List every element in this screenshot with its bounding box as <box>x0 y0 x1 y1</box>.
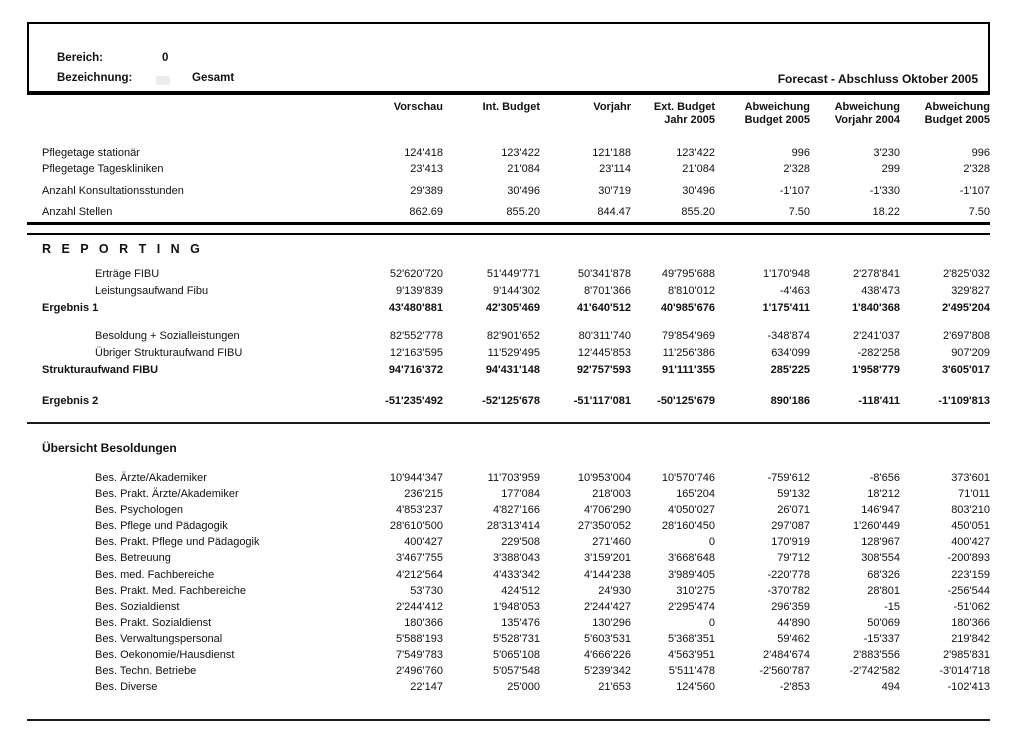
table-row <box>27 486 990 502</box>
cell-value: -1'107 <box>779 185 810 197</box>
cell-value: 28'313'414 <box>486 520 540 533</box>
cell-value: 4'666'226 <box>583 649 631 662</box>
row-label: Bes. Diverse <box>95 681 158 694</box>
row-label: Erträge FIBU <box>95 268 160 280</box>
row-label: Ergebnis 1 <box>42 302 99 314</box>
cell-value: 59'132 <box>777 488 810 501</box>
cell-value: 494 <box>881 681 900 694</box>
cell-value: 30'719 <box>598 185 631 197</box>
cell-value: -2'853 <box>779 681 810 694</box>
column-header: Abweichung Budget 2005 <box>924 101 990 126</box>
cell-value: 4'706'290 <box>583 504 631 517</box>
cell-value: 907'209 <box>951 347 990 359</box>
cell-value: 2'697'808 <box>942 330 990 342</box>
cell-value: 29'389 <box>410 185 443 197</box>
cell-value: 5'239'342 <box>583 665 631 678</box>
scan-artifact <box>156 76 170 85</box>
cell-value: 50'341'878 <box>577 268 631 280</box>
cell-value: 123'422 <box>676 147 715 159</box>
cell-value: 2'241'037 <box>852 330 900 342</box>
cell-value: -200'893 <box>947 552 990 565</box>
cell-value: 424'512 <box>501 584 540 597</box>
cell-value: 3'159'201 <box>583 552 631 565</box>
cell-value: -3'014'718 <box>939 665 990 678</box>
cell-value: 634'099 <box>771 347 810 359</box>
table-row <box>27 550 990 566</box>
table-row <box>27 679 990 695</box>
cell-value: 400'427 <box>951 536 990 549</box>
cell-value: 803'210 <box>951 504 990 517</box>
cell-value: 49'795'688 <box>661 268 715 280</box>
cell-value: 94'716'372 <box>388 364 443 376</box>
cell-value: 2'295'474 <box>667 600 715 613</box>
table-row <box>27 283 990 300</box>
cell-value: 18.22 <box>872 206 900 218</box>
cell-value: 271'460 <box>592 536 631 549</box>
cell-value: 135'476 <box>501 616 540 629</box>
cell-value: 5'528'731 <box>492 632 540 645</box>
cell-value: 44'890 <box>777 616 810 629</box>
cell-value: 0 <box>708 616 715 629</box>
cell-value: 2'985'831 <box>942 649 990 662</box>
cell-value: 18'212 <box>867 488 900 501</box>
cell-value: 223'159 <box>951 568 990 581</box>
reporting-section-title: R E P O R T I N G <box>42 242 204 256</box>
cell-value: 21'084 <box>682 163 715 175</box>
row-label: Bes. Verwaltungspersonal <box>95 632 223 645</box>
table-row <box>27 567 990 583</box>
cell-value: 165'204 <box>676 488 715 501</box>
row-label: Bes. Pflege und Pädagogik <box>95 520 228 533</box>
cell-value: 329'827 <box>951 285 990 297</box>
cell-value: 5'511'478 <box>668 665 715 678</box>
cell-value: 5'603'531 <box>583 632 631 645</box>
row-label: Bes. med. Fachbereiche <box>95 568 215 581</box>
row-label: Bes. Psychologen <box>95 504 184 517</box>
cell-value: 82'552'778 <box>389 330 443 342</box>
table-row <box>27 502 990 518</box>
cell-value: -50'125'679 <box>657 395 715 407</box>
row-label: Besoldung + Sozialleistungen <box>95 330 240 342</box>
cell-value: 10'944'347 <box>389 472 443 484</box>
column-headers <box>27 101 990 127</box>
report-header-box <box>27 22 990 95</box>
cell-value: 2'495'204 <box>941 302 990 314</box>
cell-value: 844.47 <box>597 206 631 218</box>
table-row <box>27 470 990 486</box>
table-row <box>27 345 990 362</box>
cell-value: 80'311'740 <box>578 330 631 342</box>
cell-value: 1'948'053 <box>492 600 540 613</box>
row-label: Bes. Sozialdienst <box>95 600 180 613</box>
cell-value: 996 <box>791 147 810 159</box>
row-label: Bes. Prakt. Med. Fachbereiche <box>95 584 247 597</box>
bezeichnung-label: Bezeichnung: <box>57 72 133 84</box>
cell-value: 71'011 <box>958 488 990 501</box>
cell-value: 43'480'881 <box>388 302 443 314</box>
table-row <box>27 647 990 663</box>
cell-value: 3'230 <box>873 147 900 159</box>
table-row <box>27 631 990 647</box>
cell-value: -348'874 <box>767 330 810 342</box>
cell-value: -282'258 <box>857 347 900 359</box>
cell-value: 2'484'674 <box>762 649 810 662</box>
cell-value: 5'588'193 <box>395 632 443 645</box>
cell-value: 855.20 <box>506 206 540 218</box>
cell-value: 40'985'676 <box>660 302 715 314</box>
cell-value: 2'328 <box>783 163 810 175</box>
cell-value: 862.69 <box>409 206 443 218</box>
cell-value: -2'560'787 <box>759 665 810 678</box>
cell-value: 4'853'237 <box>395 504 443 517</box>
cell-value: 123'422 <box>501 147 540 159</box>
cell-value: 218'003 <box>592 488 631 501</box>
cell-value: 4'212'564 <box>395 568 443 581</box>
cell-value: 308'554 <box>861 552 900 565</box>
cell-value: -51'062 <box>953 600 990 613</box>
cell-value: -759'612 <box>767 472 810 484</box>
column-header: Vorschau <box>393 101 443 113</box>
table-row <box>27 393 990 410</box>
cell-value: 296'359 <box>771 600 810 613</box>
cell-value: -51'235'492 <box>385 395 443 407</box>
row-label: Bes. Techn. Betriebe <box>95 665 197 678</box>
cell-value: 285'225 <box>770 364 810 376</box>
cell-value: 2'328 <box>963 163 990 175</box>
bezeichnung-value: Gesamt <box>192 72 235 84</box>
cell-value: 1'260'449 <box>852 520 900 533</box>
cell-value: 2'278'841 <box>852 268 900 280</box>
cell-value: -102'413 <box>947 681 990 694</box>
cell-value: 59'462 <box>777 632 810 645</box>
cell-value: 21'084 <box>507 163 540 175</box>
cell-value: 146'947 <box>861 504 900 517</box>
cell-value: 68'326 <box>867 568 900 581</box>
table-row <box>27 615 990 631</box>
cell-value: 121'188 <box>592 147 631 159</box>
table-row <box>27 599 990 615</box>
cell-value: -8'656 <box>869 472 900 484</box>
cell-value: 310'275 <box>676 584 715 597</box>
bereich-value: 0 <box>162 52 169 64</box>
cell-value: 30'496 <box>682 185 715 197</box>
cell-value: 26'071 <box>777 504 810 517</box>
row-label: Anzahl Stellen <box>42 206 113 218</box>
cell-value: 24'930 <box>598 584 631 597</box>
table-row <box>27 161 990 177</box>
table-row <box>27 583 990 599</box>
cell-value: 7.50 <box>968 206 990 218</box>
section-reporting <box>27 241 990 410</box>
cell-value: 9'144'302 <box>492 285 540 297</box>
divider-mid-rule <box>27 422 990 424</box>
cell-value: 890'186 <box>770 395 810 407</box>
column-header: Abweichung Budget 2005 <box>744 101 810 126</box>
cell-value: 27'350'052 <box>577 520 631 533</box>
cell-value: -2'742'582 <box>849 665 900 678</box>
cell-value: 25'000 <box>507 681 540 694</box>
cell-value: 1'175'411 <box>762 302 810 314</box>
table-row <box>27 204 990 220</box>
cell-value: 229'508 <box>501 536 540 549</box>
row-label: Pflegetage stationär <box>42 147 140 159</box>
column-header: Vorjahr <box>593 101 631 113</box>
cell-value: 8'701'366 <box>583 285 631 297</box>
cell-value: -1'330 <box>869 185 900 197</box>
cell-value: -370'782 <box>767 584 810 597</box>
cell-value: 4'144'238 <box>583 568 631 581</box>
cell-value: 12'445'853 <box>577 347 631 359</box>
cell-value: 3'467'755 <box>395 552 443 565</box>
row-label: Bes. Prakt. Sozialdienst <box>95 616 212 629</box>
cell-value: 8'810'012 <box>667 285 715 297</box>
cell-value: -220'778 <box>767 568 810 581</box>
cell-value: 400'427 <box>404 536 443 549</box>
row-label: Übriger Strukturaufwand FIBU <box>95 347 243 359</box>
column-header-spacer <box>27 101 347 127</box>
cell-value: 2'825'032 <box>942 268 990 280</box>
table-row <box>27 145 990 161</box>
besoldungen-rows <box>27 470 990 695</box>
divider-double-rule <box>27 222 990 235</box>
cell-value: 30'496 <box>507 185 540 197</box>
cell-value: -256'544 <box>947 584 990 597</box>
row-label: Pflegetage Tageskliniken <box>42 163 164 175</box>
cell-value: 128'967 <box>861 536 900 549</box>
cell-value: 4'050'027 <box>667 504 715 517</box>
cell-value: 219'842 <box>951 632 990 645</box>
cell-value: 3'605'017 <box>941 364 990 376</box>
cell-value: -118'411 <box>858 395 900 407</box>
row-label: Bes. Ärzte/Akademiker <box>95 472 207 484</box>
cell-value: 94'431'148 <box>485 364 540 376</box>
cell-value: 52'620'720 <box>389 268 443 280</box>
cell-value: -52'125'678 <box>482 395 540 407</box>
cell-value: 2'496'760 <box>395 665 443 678</box>
table-row <box>27 663 990 679</box>
cell-value: 2'244'412 <box>395 600 443 613</box>
cell-value: 53'730 <box>410 584 443 597</box>
cell-value: 11'703'959 <box>487 472 540 484</box>
row-label: Bes. Oekonomie/Hausdienst <box>95 649 235 662</box>
cell-value: 450'051 <box>951 520 990 533</box>
cell-value: 42'305'469 <box>485 302 540 314</box>
cell-value: 297'087 <box>771 520 810 533</box>
cell-value: 9'139'839 <box>395 285 443 297</box>
cell-value: 79'712 <box>777 552 810 565</box>
cell-value: 2'244'427 <box>583 600 631 613</box>
cell-value: 2'883'556 <box>852 649 900 662</box>
cell-value: -1'109'813 <box>938 395 990 407</box>
cell-value: -4'463 <box>779 285 810 297</box>
table-row <box>27 328 990 345</box>
besoldungen-section-title: Übersicht Besoldungen <box>42 441 177 455</box>
column-header: Abweichung Vorjahr 2004 <box>834 101 900 126</box>
cell-value: 180'366 <box>404 616 443 629</box>
table-row <box>27 518 990 534</box>
section-besoldungen <box>27 440 990 695</box>
cell-value: 50'069 <box>867 616 900 629</box>
cell-value: 79'854'969 <box>661 330 715 342</box>
row-label: Ergebnis 2 <box>42 395 99 407</box>
cell-value: 10'953'004 <box>577 472 631 484</box>
section-kennzahlen <box>27 145 990 220</box>
cell-value: 41'640'512 <box>576 302 631 314</box>
row-label: Anzahl Konsultationsstunden <box>42 185 184 197</box>
bereich-label: Bereich: <box>57 52 104 64</box>
row-label: Bes. Prakt. Pflege und Pädagogik <box>95 536 260 549</box>
cell-value: -51'117'081 <box>573 395 631 407</box>
cell-value: 177'084 <box>501 488 540 501</box>
cell-value: 23'413 <box>410 163 443 175</box>
cell-value: 855.20 <box>681 206 715 218</box>
table-row <box>27 300 990 317</box>
cell-value: 3'388'043 <box>492 552 540 565</box>
cell-value: 0 <box>708 536 715 549</box>
cell-value: 5'057'548 <box>492 665 540 678</box>
cell-value: 12'163'595 <box>389 347 443 359</box>
cell-value: 11'529'495 <box>487 347 540 359</box>
row-label: Strukturaufwand FIBU <box>42 364 159 376</box>
cell-value: 22'147 <box>410 681 443 694</box>
cell-value: 996 <box>971 147 990 159</box>
column-header: Ext. Budget Jahr 2005 <box>653 101 715 126</box>
cell-value: 124'418 <box>404 147 443 159</box>
row-label: Bes. Prakt. Ärzte/Akademiker <box>95 488 239 501</box>
reporting-rows <box>27 266 990 410</box>
cell-value: 124'560 <box>676 681 715 694</box>
cell-value: 438'473 <box>861 285 900 297</box>
cell-value: 3'989'405 <box>667 568 715 581</box>
cell-value: 299 <box>881 163 900 175</box>
cell-value: 11'256'386 <box>662 347 715 359</box>
row-label: Leistungsaufwand Fibu <box>95 285 209 297</box>
table-row <box>27 183 990 199</box>
cell-value: 5'065'108 <box>492 649 540 662</box>
cell-value: 28'610'500 <box>389 520 443 533</box>
divider-bottom-rule <box>27 719 990 721</box>
cell-value: 3'668'648 <box>667 552 715 565</box>
cell-value: 4'563'951 <box>667 649 715 662</box>
cell-value: -15 <box>884 600 900 613</box>
table-row <box>27 534 990 550</box>
cell-value: 23'114 <box>599 163 631 175</box>
cell-value: 91'111'355 <box>662 364 715 376</box>
cell-value: -1'107 <box>959 185 990 197</box>
column-header: Int. Budget <box>482 101 540 113</box>
cell-value: 10'570'746 <box>661 472 715 484</box>
cell-value: 1'840'368 <box>851 302 900 314</box>
cell-value: 170'919 <box>771 536 810 549</box>
cell-value: 7.50 <box>788 206 810 218</box>
cell-value: 5'368'351 <box>667 632 715 645</box>
cell-value: 4'433'342 <box>492 568 540 581</box>
cell-value: 21'653 <box>598 681 631 694</box>
cell-value: 236'215 <box>404 488 443 501</box>
cell-value: 1'958'779 <box>851 364 900 376</box>
table-row <box>27 362 990 379</box>
cell-value: 4'827'166 <box>492 504 540 517</box>
cell-value: 180'366 <box>951 616 990 629</box>
report-title: Forecast - Abschluss Oktober 2005 <box>777 72 978 86</box>
cell-value: 7'549'783 <box>395 649 443 662</box>
row-label: Bes. Betreuung <box>95 552 171 565</box>
cell-value: -15'337 <box>863 632 900 645</box>
cell-value: 373'601 <box>951 472 990 484</box>
cell-value: 92'757'593 <box>576 364 631 376</box>
cell-value: 28'160'450 <box>661 520 715 533</box>
table-row <box>27 266 990 283</box>
cell-value: 82'901'652 <box>486 330 540 342</box>
cell-value: 130'296 <box>592 616 631 629</box>
cell-value: 28'801 <box>867 584 900 597</box>
cell-value: 51'449'771 <box>486 268 540 280</box>
cell-value: 1'170'948 <box>762 268 810 280</box>
